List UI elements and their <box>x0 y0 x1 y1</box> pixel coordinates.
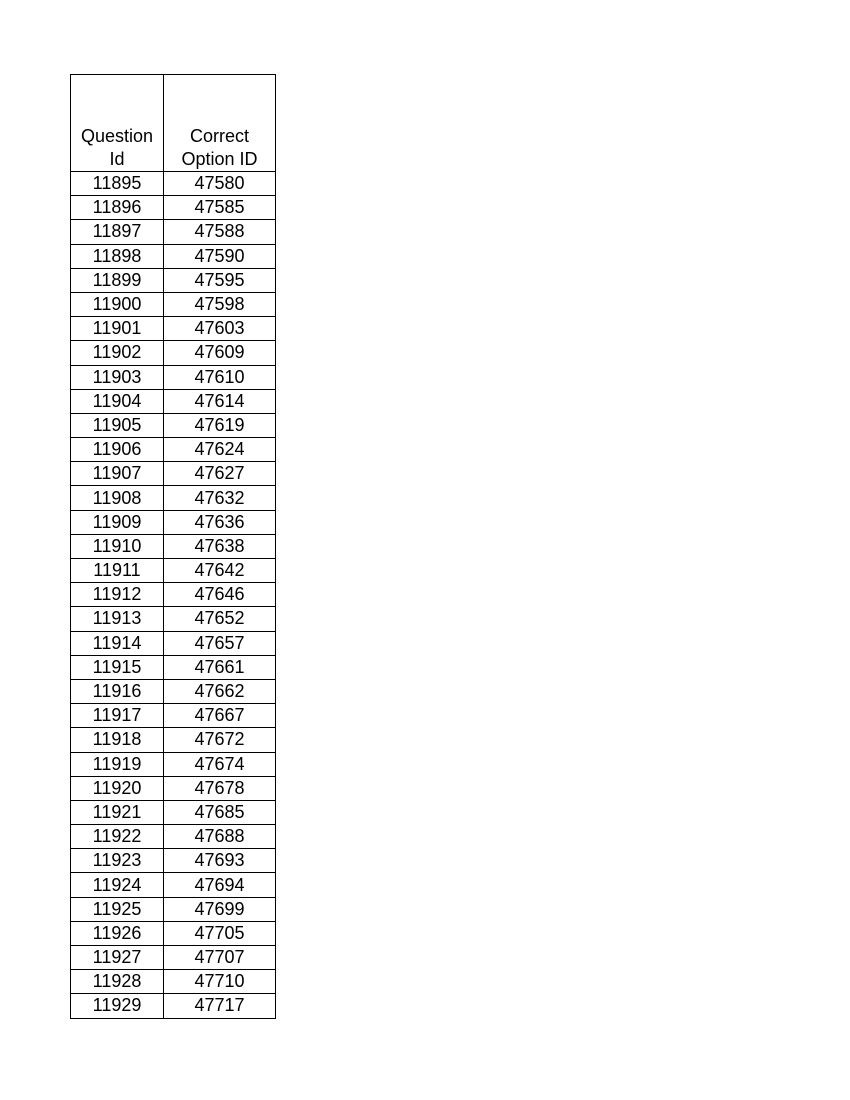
question-id-cell: 11911 <box>71 559 164 583</box>
table-row <box>71 607 276 631</box>
table-row <box>71 752 276 776</box>
table-row <box>71 220 276 244</box>
table-body <box>71 172 276 1019</box>
question-id-cell: 11902 <box>71 341 164 365</box>
table-row <box>71 292 276 316</box>
table-row <box>71 196 276 220</box>
table-row <box>71 559 276 583</box>
table-row <box>71 946 276 970</box>
table-row <box>71 679 276 703</box>
table-row <box>71 244 276 268</box>
table-header <box>71 75 276 172</box>
table-row <box>71 825 276 849</box>
table-row <box>71 849 276 873</box>
correct-option-id-cell: 47614 <box>164 389 276 413</box>
correct-option-id-cell: 47657 <box>164 631 276 655</box>
header-line: Option ID <box>181 149 258 169</box>
correct-option-id-cell: 47661 <box>164 655 276 679</box>
table-row <box>71 873 276 897</box>
table-row <box>71 462 276 486</box>
question-id-cell: 11898 <box>71 244 164 268</box>
correct-option-id-cell: 47717 <box>164 994 276 1018</box>
question-id-cell: 11921 <box>71 800 164 824</box>
table-row <box>71 704 276 728</box>
question-id-cell: 11908 <box>71 486 164 510</box>
correct-option-id-cell: 47588 <box>164 220 276 244</box>
question-id-cell: 11906 <box>71 438 164 462</box>
table-row <box>71 921 276 945</box>
question-id-cell: 11929 <box>71 994 164 1018</box>
correct-option-id-cell: 47632 <box>164 486 276 510</box>
question-id-cell: 11910 <box>71 534 164 558</box>
question-id-cell: 11924 <box>71 873 164 897</box>
table-row <box>71 970 276 994</box>
question-id-cell: 11919 <box>71 752 164 776</box>
table-row <box>71 413 276 437</box>
column-header-question-id <box>71 75 164 172</box>
correct-option-id-cell: 47619 <box>164 413 276 437</box>
correct-option-id-cell: 47693 <box>164 849 276 873</box>
question-id-cell: 11909 <box>71 510 164 534</box>
question-id-cell: 11918 <box>71 728 164 752</box>
correct-option-id-cell: 47598 <box>164 292 276 316</box>
table-row <box>71 655 276 679</box>
correct-option-id-cell: 47638 <box>164 534 276 558</box>
question-id-cell: 11901 <box>71 317 164 341</box>
table-row <box>71 486 276 510</box>
question-id-cell: 11900 <box>71 292 164 316</box>
table-row <box>71 534 276 558</box>
table-row <box>71 994 276 1018</box>
correct-option-id-cell: 47585 <box>164 196 276 220</box>
question-id-cell: 11897 <box>71 220 164 244</box>
correct-option-id-cell: 47678 <box>164 776 276 800</box>
table-row <box>71 583 276 607</box>
correct-option-id-cell: 47707 <box>164 946 276 970</box>
correct-option-id-cell: 47652 <box>164 607 276 631</box>
correct-option-id-cell: 47672 <box>164 728 276 752</box>
question-id-cell: 11927 <box>71 946 164 970</box>
correct-option-id-cell: 47624 <box>164 438 276 462</box>
table-row <box>71 776 276 800</box>
question-id-cell: 11912 <box>71 583 164 607</box>
question-id-cell: 11926 <box>71 921 164 945</box>
correct-option-id-cell: 47595 <box>164 268 276 292</box>
correct-option-id-cell: 47646 <box>164 583 276 607</box>
table-row <box>71 389 276 413</box>
correct-option-id-cell: 47667 <box>164 704 276 728</box>
correct-option-id-cell: 47610 <box>164 365 276 389</box>
question-id-cell: 11922 <box>71 825 164 849</box>
question-id-cell: 11904 <box>71 389 164 413</box>
question-id-cell: 11905 <box>71 413 164 437</box>
table-row <box>71 728 276 752</box>
correct-option-id-cell: 47688 <box>164 825 276 849</box>
question-id-cell: 11925 <box>71 897 164 921</box>
correct-option-id-cell: 47662 <box>164 679 276 703</box>
question-id-cell: 11903 <box>71 365 164 389</box>
correct-option-id-cell: 47609 <box>164 341 276 365</box>
table-row <box>71 631 276 655</box>
correct-option-id-cell: 47627 <box>164 462 276 486</box>
correct-option-id-cell: 47636 <box>164 510 276 534</box>
table-row <box>71 341 276 365</box>
header-row <box>71 75 276 172</box>
header-line: Id <box>109 149 125 169</box>
table-row <box>71 268 276 292</box>
correct-option-id-cell: 47705 <box>164 921 276 945</box>
correct-option-id-cell: 47674 <box>164 752 276 776</box>
header-line: Correct <box>189 126 249 146</box>
correct-option-id-cell: 47685 <box>164 800 276 824</box>
question-id-cell: 11916 <box>71 679 164 703</box>
question-id-cell: 11896 <box>71 196 164 220</box>
table-row <box>71 317 276 341</box>
column-header-correct-option-id <box>164 75 276 172</box>
table-row <box>71 365 276 389</box>
question-id-cell: 11917 <box>71 704 164 728</box>
answer-key-sheet <box>70 74 275 1019</box>
question-id-cell: 11915 <box>71 655 164 679</box>
answer-key-table <box>70 74 276 1019</box>
table-row <box>71 438 276 462</box>
question-id-cell: 11899 <box>71 268 164 292</box>
correct-option-id-cell: 47699 <box>164 897 276 921</box>
question-id-cell: 11914 <box>71 631 164 655</box>
correct-option-id-cell: 47590 <box>164 244 276 268</box>
correct-option-id-cell: 47694 <box>164 873 276 897</box>
correct-option-id-cell: 47580 <box>164 172 276 196</box>
question-id-cell: 11913 <box>71 607 164 631</box>
correct-option-id-cell: 47603 <box>164 317 276 341</box>
header-line: Question <box>80 126 154 146</box>
table-row <box>71 800 276 824</box>
question-id-cell: 11920 <box>71 776 164 800</box>
table-row <box>71 897 276 921</box>
question-id-cell: 11907 <box>71 462 164 486</box>
question-id-cell: 11923 <box>71 849 164 873</box>
question-id-cell: 11895 <box>71 172 164 196</box>
correct-option-id-cell: 47710 <box>164 970 276 994</box>
correct-option-id-cell: 47642 <box>164 559 276 583</box>
table-row <box>71 510 276 534</box>
question-id-cell: 11928 <box>71 970 164 994</box>
table-row <box>71 172 276 196</box>
